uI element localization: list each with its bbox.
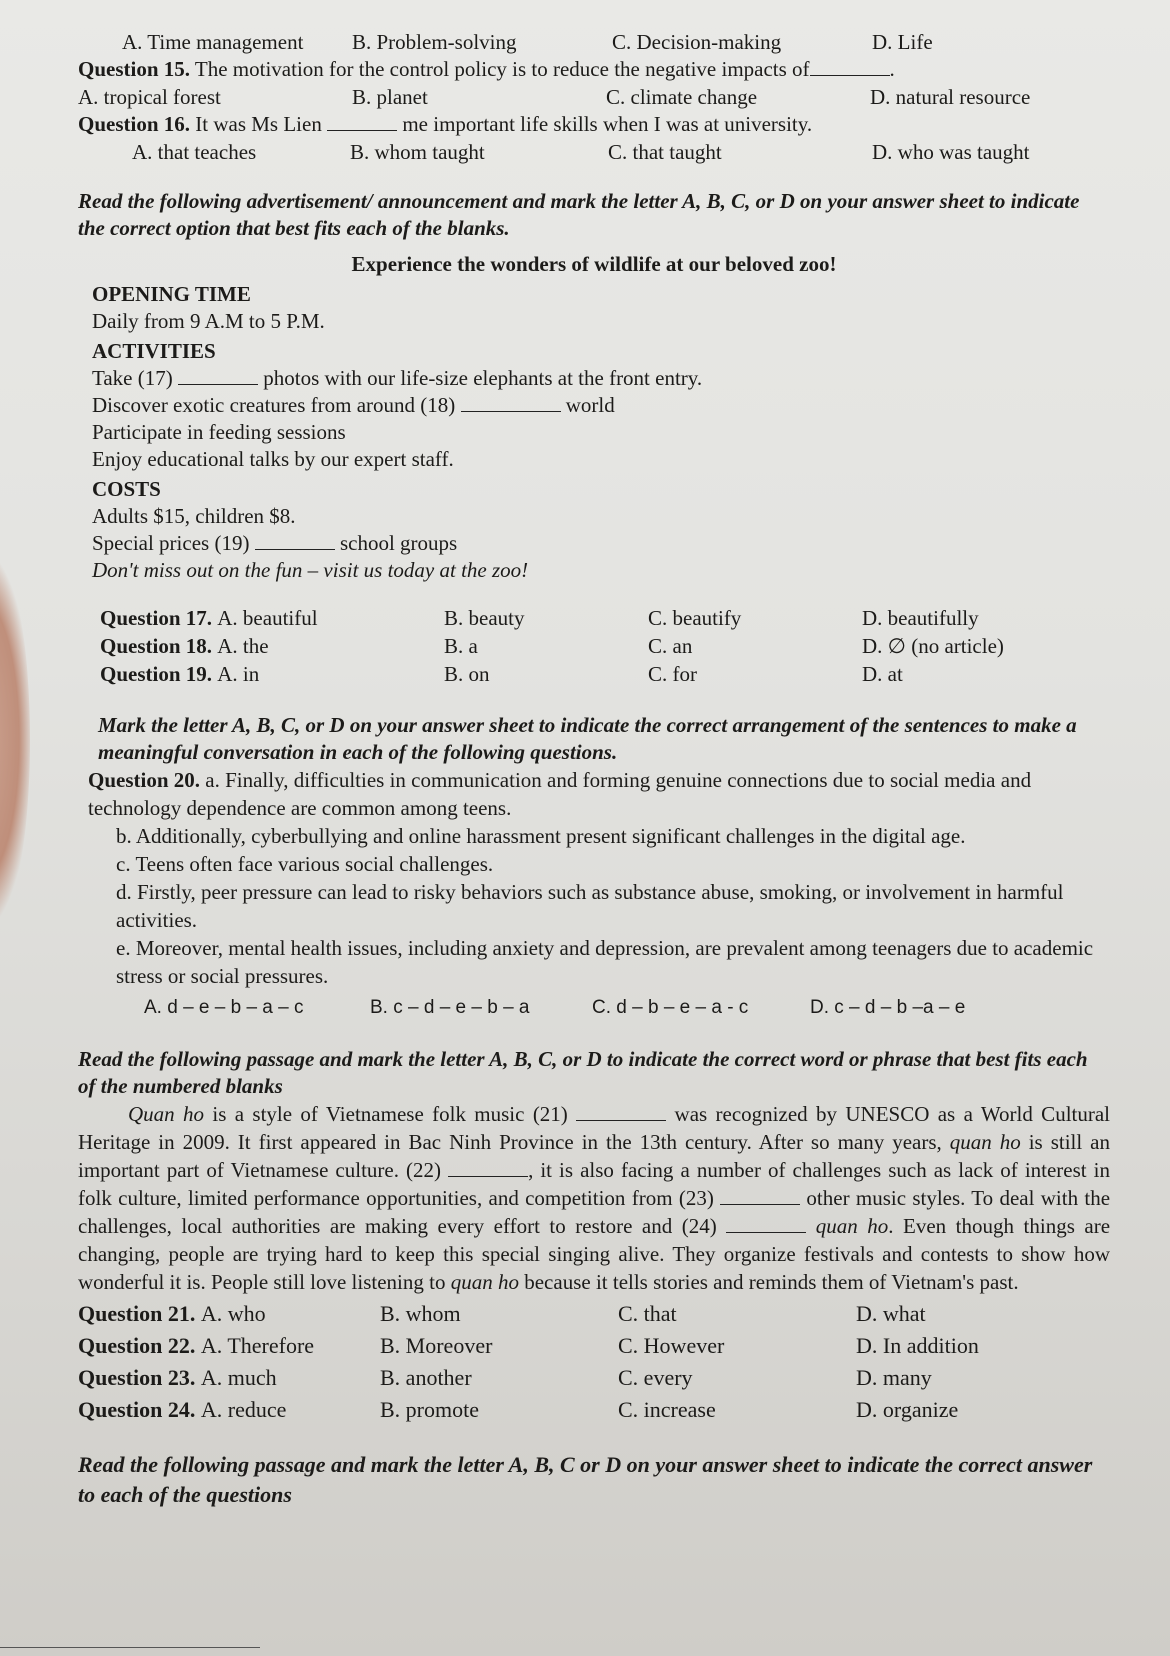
- finger-shadow: [0, 560, 30, 920]
- ad-activity-talks: Enjoy educational talks by our expert staff.: [92, 447, 454, 471]
- q20-item-b: b. Additionally, cyberbullying and online harassment present significant challenges in the digital age.: [116, 824, 966, 848]
- answer-blank-24: [726, 1231, 806, 1233]
- q15-options: [78, 83, 1110, 111]
- question-text: me important life skills when I was at university.: [402, 112, 813, 136]
- option: B. Problem-solving: [352, 30, 517, 54]
- q14-options: [78, 28, 1110, 56]
- answer-blank-21: [576, 1119, 666, 1121]
- option: A. Therefore: [200, 1333, 315, 1358]
- text: other music styles. To deal with the challenges, local authorities are making every effort to restore and (24): [78, 1186, 1111, 1238]
- answer-blank: [178, 383, 258, 385]
- option: C. increase: [618, 1397, 716, 1422]
- question-number: Question 21.: [78, 1301, 196, 1326]
- option: B. another: [380, 1365, 472, 1390]
- instruction-advertisement: Read the following advertisement/ announcement and mark the letter A, B, C, or D on your answer sheet to indicate the correct option that best fits each of the blanks.: [78, 189, 1080, 240]
- option-a: [78, 1330, 380, 1362]
- option: D. In addition: [856, 1333, 979, 1358]
- text: , it is also facing a number of challenges such as lack of interest in folk culture, limited performance opportunities, and competition from (23): [78, 1158, 1110, 1210]
- answer-blank: [327, 129, 397, 131]
- option: D. beautifully: [862, 606, 979, 630]
- option: C. every: [618, 1365, 693, 1390]
- ad-special-prices: [92, 530, 1110, 557]
- ad-questions: [78, 604, 1110, 688]
- option-a: [100, 632, 444, 660]
- option: A. tropical forest: [78, 85, 221, 109]
- ad-title: Experience the wonders of wildlife at our beloved zoo!: [351, 252, 837, 276]
- option: C. an: [648, 634, 693, 658]
- question-20: [78, 766, 1110, 1022]
- q20-item-d: d. Firstly, peer pressure can lead to risky behaviors such as substance abuse, smoking, or involvement in harmful activities.: [116, 880, 1064, 932]
- q20-item-e: e. Moreover, mental health issues, including anxiety and depression, are prevalent among teenagers due to academic stress or social pressures.: [116, 936, 1094, 988]
- option: B. beauty: [444, 606, 525, 630]
- question-21: [78, 1298, 1110, 1330]
- text: is a style of Vietnamese folk music (21): [204, 1102, 568, 1126]
- question-number: Question 22.: [78, 1333, 196, 1358]
- question-number: Question 23.: [78, 1365, 196, 1390]
- option: D. who was taught: [872, 140, 1030, 164]
- ad-heading-opening: OPENING TIME: [92, 282, 251, 306]
- option-a: [100, 604, 444, 632]
- option: C. d – b – e – a - c: [592, 997, 749, 1018]
- option: B. Moreover: [380, 1333, 493, 1358]
- question-15: [78, 56, 1110, 83]
- text: school groups: [339, 531, 458, 555]
- option: D. ∅ (no article): [862, 634, 1004, 658]
- question-number: Question 15.: [78, 57, 191, 81]
- option: C. However: [618, 1333, 725, 1358]
- question-19: [100, 660, 1110, 688]
- ad-activity-18: [92, 392, 1110, 419]
- question-number: Question 24.: [78, 1397, 196, 1422]
- divider: [0, 1647, 260, 1648]
- option: A. beautiful: [217, 606, 318, 630]
- question-17: [100, 604, 1110, 632]
- option: B. c – d – e – b – a: [370, 997, 530, 1018]
- option: D. many: [856, 1365, 932, 1390]
- option: C. for: [648, 662, 697, 686]
- option: C. beautify: [648, 606, 742, 630]
- question-22: [78, 1330, 1110, 1362]
- text: Take (17): [92, 366, 173, 390]
- ad-activity-feeding: Participate in feeding sessions: [92, 420, 346, 444]
- question-18: [100, 632, 1110, 660]
- question-16: [78, 111, 1110, 138]
- option: D. natural resource: [870, 85, 1031, 109]
- option: A. who: [200, 1301, 266, 1326]
- text: photos with our life-size elephants at the front entry.: [263, 366, 703, 390]
- instruction-passage: Read the following passage and mark the letter A, B, C, or D to indicate the correct word or phrase that best fits each of the numbered blanks: [78, 1047, 1088, 1098]
- question-number: Question 18.: [100, 634, 213, 658]
- answer-blank: [810, 74, 890, 76]
- answer-blank: [461, 410, 561, 412]
- option: A. Time management: [122, 30, 304, 54]
- text: because it tells stories and reminds them of Vietnam's past.: [524, 1270, 1019, 1294]
- option: D. at: [862, 662, 903, 686]
- option: D. c – d – b –a – e: [810, 997, 966, 1018]
- option-a: [78, 1298, 380, 1330]
- ad-closing: Don't miss out on the fun – visit us today at the zoo!: [92, 558, 529, 582]
- text: quan ho: [949, 1130, 1021, 1154]
- text: Special prices (19): [92, 531, 250, 555]
- text: Discover exotic creatures from around (18): [92, 393, 456, 417]
- ad-opening-time: Daily from 9 A.M to 5 P.M.: [92, 309, 325, 333]
- sentence: a. Finally, difficulties in communication and forming genuine connections due to social media and technology dependence are common among teens.: [88, 768, 1032, 820]
- text: Quan ho: [128, 1102, 205, 1126]
- option: C. Decision-making: [612, 30, 782, 54]
- text: quan ho: [815, 1214, 889, 1238]
- text: is still an important part of Vietnamese culture. (22): [78, 1130, 1111, 1182]
- passage-questions: [78, 1298, 1110, 1426]
- q16-options: [78, 138, 1110, 166]
- question-end: .: [889, 57, 895, 81]
- option: C. that: [618, 1301, 677, 1326]
- question-number: Question 20.: [88, 768, 201, 792]
- ad-costs: Adults $15, children $8.: [92, 504, 296, 528]
- ad-heading-activities: ACTIVITIES: [92, 339, 216, 363]
- question-24: [78, 1394, 1110, 1426]
- question-number: Question 16.: [78, 112, 191, 136]
- answer-blank-23: [720, 1203, 800, 1205]
- option: B. on: [444, 662, 490, 686]
- text: . Even though things are changing, people are trying hard to keep this special singing alive. They organize festivals and contests to show how wonderful it is. People still love listening to: [78, 1214, 1111, 1294]
- option: B. whom taught: [350, 140, 485, 164]
- option: B. promote: [380, 1397, 479, 1422]
- question-text: The motivation for the control policy is to reduce the negative impacts of: [194, 57, 810, 81]
- option: A. the: [217, 634, 269, 658]
- ad-activity-17: [92, 365, 1110, 392]
- answer-blank: [255, 548, 335, 550]
- answer-blank-22: [448, 1175, 528, 1177]
- option: B. planet: [352, 85, 428, 109]
- option: D. what: [856, 1301, 926, 1326]
- option: A. that teaches: [132, 140, 257, 164]
- text: quan ho: [450, 1270, 519, 1294]
- option-a: [78, 1394, 380, 1426]
- text: world: [565, 393, 615, 417]
- question-text: It was Ms Lien: [195, 112, 322, 136]
- question-number: Question 19.: [100, 662, 213, 686]
- passage-quan-ho: [78, 1100, 1110, 1296]
- option: A. much: [200, 1365, 277, 1390]
- question-number: Question 17.: [100, 606, 213, 630]
- option: B. a: [444, 634, 478, 658]
- option: A. in: [217, 662, 260, 686]
- option: A. d – e – b – a – c: [144, 997, 304, 1018]
- option: C. that taught: [608, 140, 722, 164]
- option: B. whom: [380, 1301, 461, 1326]
- ad-heading-costs: COSTS: [92, 477, 161, 501]
- instruction-reading: Read the following passage and mark the letter A, B, C or D on your answer sheet to indicate the correct answer to each of the questions: [78, 1452, 1093, 1507]
- q20-item-c: c. Teens often face various social challenges.: [116, 852, 494, 876]
- option: C. climate change: [606, 85, 758, 109]
- advertisement: [78, 280, 1110, 584]
- option-a: [78, 1362, 380, 1394]
- text: was recognized by UNESCO as a World Cultural Heritage in 2009. It first appeared in Bac Ninh Province in the 13th century. After so many years,: [78, 1102, 1111, 1154]
- q20-options: [88, 994, 1110, 1022]
- option-a: [100, 660, 444, 688]
- q20-item-a: [88, 766, 1110, 822]
- question-23: [78, 1362, 1110, 1394]
- option: D. organize: [856, 1397, 959, 1422]
- instruction-arrangement: Mark the letter A, B, C, or D on your answer sheet to indicate the correct arrangement of the sentences to make a meaningful conversation in each of the following questions.: [98, 713, 1077, 764]
- option: D. Life: [872, 30, 933, 54]
- option: A. reduce: [200, 1397, 287, 1422]
